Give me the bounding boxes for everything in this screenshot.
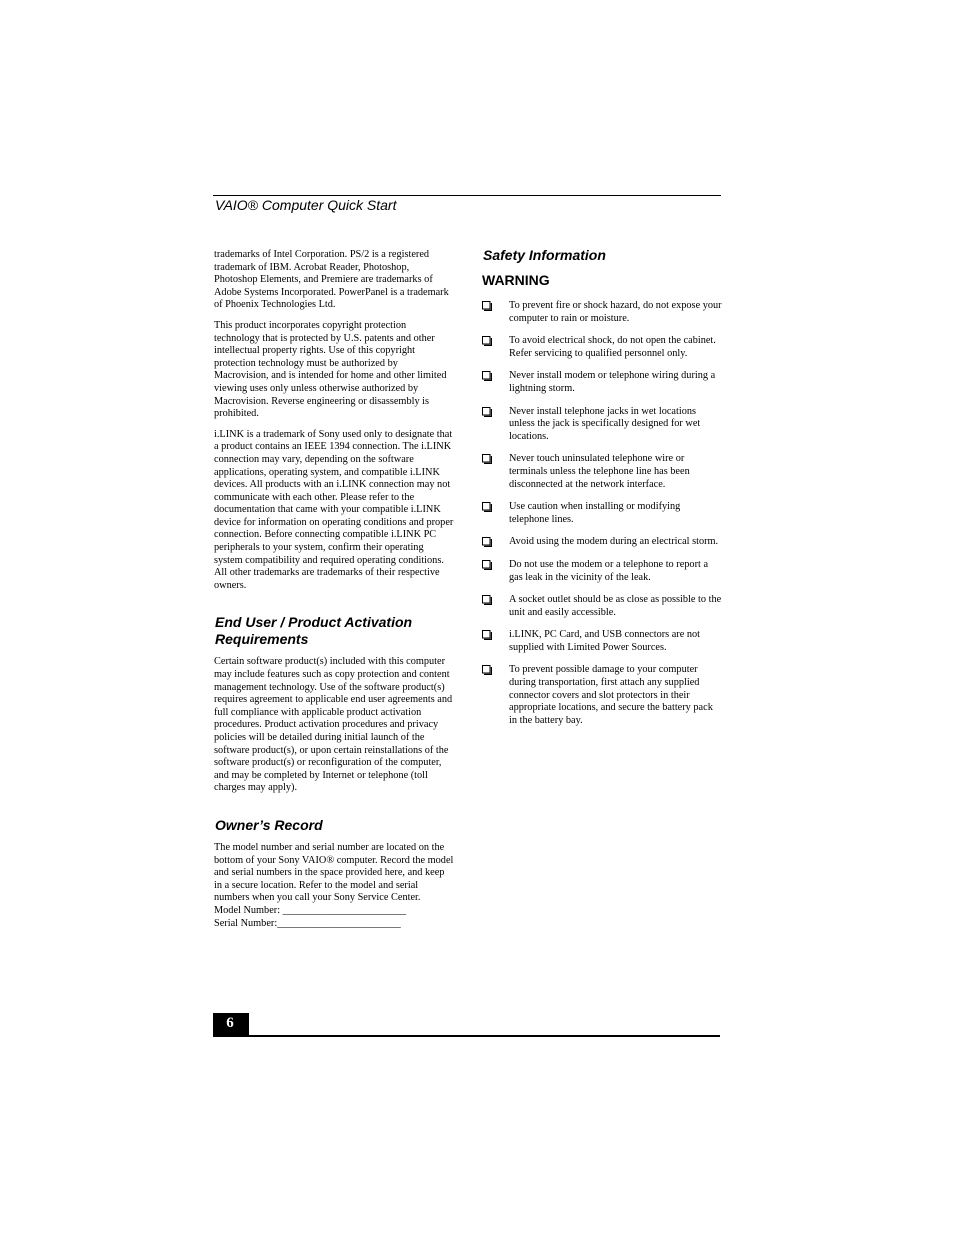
checkbox-icon	[482, 454, 491, 463]
checkbox-icon	[482, 371, 491, 380]
warning-item-text: Do not use the modem or a telephone to report a gas leak in the vicinity of the leak.	[509, 558, 709, 583]
warning-list-item	[482, 664, 722, 727]
warning-item-text: i.LINK, PC Card, and USB connectors are not supplied with Limited Power Sources.	[509, 629, 701, 653]
warning-list-item	[482, 335, 722, 360]
warning-item-text: Avoid using the modem during an electrical storm.	[509, 536, 719, 548]
activation-heading	[215, 614, 454, 648]
activation-paragraph: Certain software product(s) included with this computer may include features such as copy protection and content management technology. Use of the software product(s) requires agreement to applicable end user agreements and full compliance with applicable product activation procedures. Product activation procedures and privacy policies will be detailed during initial launch of the software product(s), or upon certain reinstallations of the software product(s) or reconfiguration of the computer, and may be completed by Internet or telephone (toll charges may apply).	[214, 656, 453, 794]
page-number-box	[213, 1013, 249, 1036]
warning-item-text: A socket outlet should be as close as possible to the unit and easily accessible.	[509, 594, 722, 618]
trademark-paragraph: trademarks of Intel Corporation. PS/2 is a registered trademark of IBM. Acrobat Reader, Photoshop, Photoshop Elements, and Premiere are trademarks of Adobe Systems Incorporated. PowerPanel is a trademark of Phoenix Technologies Ltd.	[214, 249, 449, 311]
checkbox-icon	[482, 630, 491, 639]
warning-list-item	[482, 300, 722, 325]
header-rule	[213, 195, 721, 196]
ilink-trademark-paragraph: i.LINK is a trademark of Sony used only to designate that a product contains an IEEE 1394 connection. The i.LINK connection may vary, depending on the software applications, operating system, and compatible i.LINK devices. All products with an i.LINK connection may not communicate with each other. Please refer to the documentation that came with your compatible i.LINK device for information on operating conditions and proper connection. Before connecting compatible i.LINK PC peripherals to your system, confirm their operating system compatibility and required operating conditions. All other trademarks are trademarks of their respective owners.	[214, 428, 454, 591]
checkbox-icon	[482, 301, 491, 310]
warning-list-item	[482, 629, 722, 654]
right-column	[482, 247, 722, 737]
warning-list-item	[482, 536, 722, 549]
warning-list-item	[482, 501, 722, 526]
warning-list	[482, 300, 722, 727]
activation-heading-line1: End User / Product Activation	[215, 614, 413, 631]
checkbox-icon	[482, 407, 491, 416]
warning-list-item	[482, 559, 722, 584]
checkbox-icon	[482, 595, 491, 604]
owners-record-heading: Owner’s Record	[215, 816, 323, 833]
warning-list-item	[482, 370, 722, 395]
warning-list-item	[482, 406, 722, 444]
checkbox-icon	[482, 336, 491, 345]
left-column	[214, 249, 454, 930]
serial-number-line: Serial Number:________________________	[214, 917, 401, 929]
warning-item-text: Never touch uninsulated telephone wire or terminals unless the telephone line has been disconnected at the network interface.	[509, 453, 690, 490]
safety-information-heading: Safety Information	[483, 247, 606, 263]
warning-item-text: Use caution when installing or modifying telephone lines.	[509, 501, 681, 525]
checkbox-icon	[482, 560, 491, 569]
running-header-title: VAIO® Computer Quick Start	[215, 197, 397, 213]
warning-item-text: To prevent possible damage to your computer during transportation, first attach any supplied connector covers and slot protectors in their appropriate locations, and secure the battery pack in the battery bay.	[509, 664, 713, 726]
page-number: 6	[226, 1015, 234, 1031]
footer-rule	[213, 1035, 720, 1037]
warning-item-text: Never install modem or telephone wiring during a lightning storm.	[509, 370, 716, 394]
checkbox-icon	[482, 502, 491, 511]
activation-heading-line2: Requirements	[215, 631, 309, 648]
warning-item-text: To avoid electrical shock, do not open the cabinet. Refer servicing to qualified personnel only.	[509, 335, 716, 359]
warning-item-text: Never install telephone jacks in wet locations unless the jack is specifically designed for wet locations.	[509, 405, 701, 442]
warning-list-item	[482, 594, 722, 619]
copyright-protection-paragraph: This product incorporates copyright protection technology that is protected by U.S. patents and other intellectual property rights. Use of this copyright protection technology must be authorized by Macrovision, and is intended for home and other limited viewing uses only unless otherwise authorized by Macrovision. Reverse engineering or disassembly is prohibited.	[214, 319, 447, 420]
checkbox-icon	[482, 537, 491, 546]
checkbox-icon	[482, 665, 491, 674]
warning-label: WARNING	[482, 272, 550, 288]
warning-item-text: To prevent fire or shock hazard, do not expose your computer to rain or moisture.	[509, 300, 722, 324]
warning-list-item	[482, 453, 722, 491]
model-number-line: Model Number: ________________________	[214, 904, 407, 916]
owners-record-paragraph: The model number and serial number are located on the bottom of your Sony VAIO® computer. Record the model and serial numbers in the space provided here, and keep in a secure location. Refer to the model and serial numbers when you call your Sony Service Center.	[214, 841, 454, 904]
